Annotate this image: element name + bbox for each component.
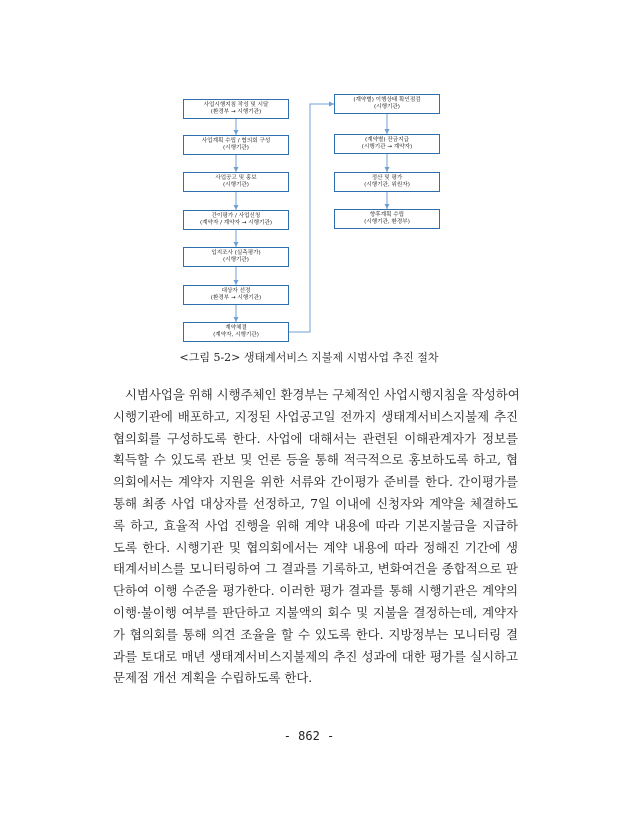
flow-step-sub: (시행기관) (223, 182, 249, 188)
flow-step-title: 사업공고 및 홍보 (215, 175, 257, 181)
flow-step-sub: (시행기관, 위원자) (364, 182, 410, 188)
body-paragraph (113, 384, 518, 689)
paragraph-line: 획득할 수 있도록 관보 및 언론 등을 통해 적극적으로 홍보하도록 하고, 협 (113, 452, 518, 468)
flow-step-plan (183, 135, 289, 155)
flow-step-title: 대상자 선정 (221, 288, 251, 294)
flow-step-title: (계약별) 잔금지급 (365, 137, 409, 143)
paragraph-line: 단하여 이행 수준을 평가한다. 이러한 평가 결과를 통해 시행기관은 계약의 (113, 583, 518, 599)
paragraph-line: 문제점 개선 계획을 수립하도록 한다. (113, 670, 313, 686)
flow-step-sub: (계약자, 시행기관) (213, 332, 259, 338)
flow-step-title: 사업시행지침 작성 및 시달 (203, 102, 269, 108)
page-number: - 862 - (283, 729, 335, 743)
paragraph-line: 과를 토대로 매년 생태계서비스지불제의 추진 성과에 대한 평가를 실시하고 (113, 648, 518, 664)
flow-step-contract (183, 322, 289, 342)
flow-step-title: 계약체결 (225, 325, 247, 331)
paragraph-line: 시범사업을 위해 시행주체인 환경부는 구체적인 사업시행지침을 작성하여 (125, 387, 520, 402)
paragraph-line: 통해 최종 사업 대상자를 선정하고, 7일 이내에 신청자와 계약을 체결하도 (113, 495, 518, 511)
flow-step-title: 향후계획 수립 (369, 212, 405, 218)
flow-step-sub: (시행기관, 환경부) (364, 219, 410, 225)
paragraph-line: 도록 한다. 시행기관 및 협의회에서는 계약 내용에 따라 정해진 기간에 생 (113, 539, 518, 555)
flow-step-sub: (환경부 → 시행기관) (210, 295, 262, 301)
paragraph-line: 태계서비스를 모니터링하여 그 결과를 기록하고, 변화여건을 종합적으로 판 (113, 561, 518, 577)
flow-step-title: 입지조사 (실측평가) (211, 250, 261, 256)
flow-step-title: 간이평가 / 사업신청 (211, 213, 261, 219)
flow-step-sub: (시행기관) (223, 145, 249, 151)
flow-step-settlement (334, 172, 440, 192)
flow-step-announcement (183, 172, 289, 192)
flow-step-selection (183, 285, 289, 305)
flow-step-balance-payment (334, 134, 440, 154)
flow-step-title: 사업계획 수립 / 협의회 구성 (201, 138, 271, 144)
flow-step-title: (계약별) 이행상태 확인점검 (353, 97, 421, 103)
flow-step-site-survey (183, 247, 289, 267)
flow-step-sub: (시행기관 → 계약자) (361, 144, 413, 150)
flow-step-sub: (시행기관) (223, 257, 249, 263)
paragraph-line: 시행기관에 배포하고, 지정된 사업공고일 전까지 생태계서비스지불제 추진 (113, 408, 518, 424)
flow-step-sub: (환경부 → 시행기관) (210, 109, 262, 115)
paragraph-line: 의회에서는 계약자 지원을 위한 서류와 간이평가 준비를 한다. 간이평가를 (113, 474, 518, 490)
flow-step-sub: (계약자 / 계약자 → 시행기관) (199, 220, 273, 226)
paragraph-line: 가 협의회를 통해 의견 조율을 할 수 있도록 한다. 지방정부는 모니터링 결 (113, 626, 518, 642)
flow-step-future-plan (334, 209, 440, 229)
flow-step-sub: (시행기관) (374, 104, 400, 110)
paragraph-line: 이행·불이행 여부를 판단하고 지불액의 회수 및 지불을 결정하는데, 계약자 (113, 604, 518, 620)
flow-step-guideline (183, 99, 289, 119)
flow-step-inspection (334, 94, 440, 114)
figure-caption: <그림 5-2> 생태계서비스 지불제 시범사업 추진 절차 (179, 351, 439, 364)
arrow-elbow (289, 104, 334, 332)
flow-step-application (183, 210, 289, 230)
paragraph-line: 록 하고, 효율적 사업 진행을 위해 계약 내용에 따라 기본지불금을 지급하 (113, 517, 518, 533)
paragraph-line: 협의회를 구성하도록 한다. 사업에 대해서는 관련된 이해관계자가 정보를 (113, 430, 518, 446)
flow-step-title: 정산 및 평가 (371, 175, 403, 181)
